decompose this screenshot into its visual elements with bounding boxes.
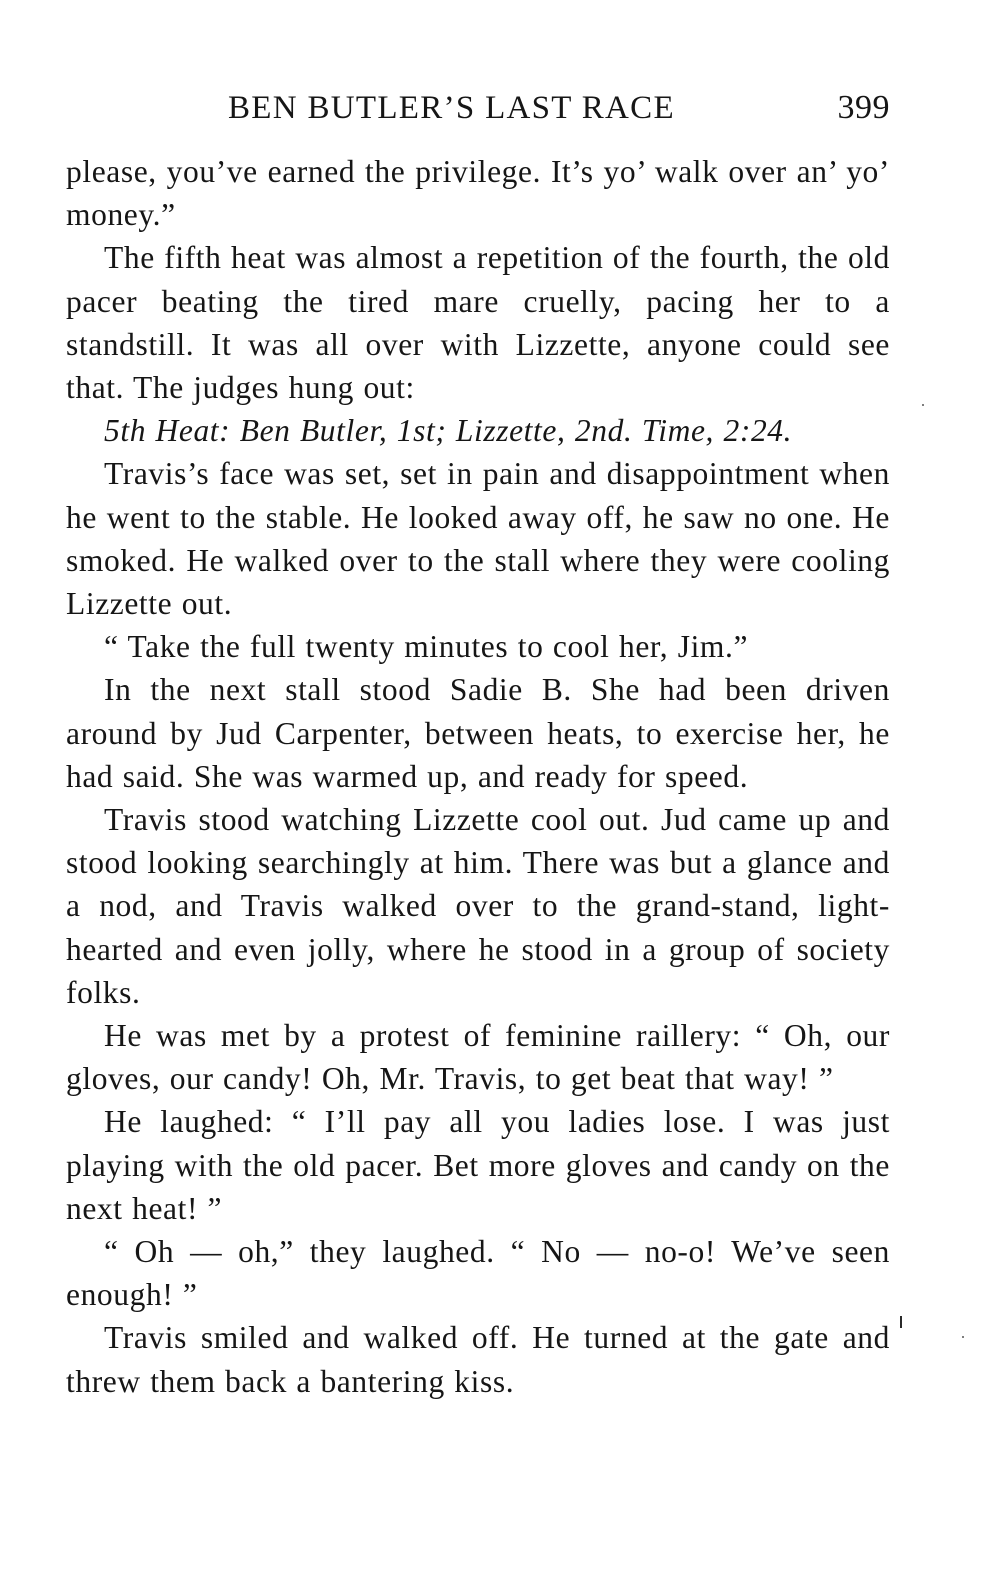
body-text bbox=[66, 150, 890, 1403]
heat-result: 5th Heat: Ben Butler, 1st; Lizzette, 2nd. Time, 2:24. bbox=[104, 413, 793, 449]
paragraph: “ Oh — oh,” they laughed. “ No — no-o! We’ve seen enough! ” bbox=[66, 1234, 890, 1313]
dialogue-line: “ Take the full twenty minutes to cool her, Jim.” bbox=[104, 629, 749, 665]
margin-mark bbox=[900, 1316, 902, 1328]
running-head bbox=[66, 84, 890, 132]
page-number: 399 bbox=[837, 89, 890, 126]
paragraph: He laughed: “ I’ll pay all you ladies lose. I was just playing with the old pacer. Bet more gloves and candy on the next heat! ” bbox=[66, 1104, 890, 1226]
running-title: BEN BUTLER’S LAST RACE bbox=[228, 90, 675, 126]
paragraph: Travis’s face was set, set in pain and disappointment when he went to the stable. He looked away off, he saw no one. He smoked. He walked over to the stall where they were cooling Lizzette out. bbox=[66, 456, 890, 622]
scan-speck bbox=[962, 1336, 964, 1338]
paragraph-continuation: please, you’ve earned the privilege. It’s yo’ walk over an’ yo’ money.” bbox=[66, 154, 890, 233]
paragraph: He was met by a protest of feminine raillery: “ Oh, our gloves, our candy! Oh, Mr. Travis, to get beat that way! ” bbox=[66, 1018, 890, 1097]
paragraph: Travis stood watching Lizzette cool out. Jud came up and stood looking searchingly at him. There was but a glance and a nod, and Travis walked over to the grand-stand, light-hearted and even jolly, where he stood in a group of society folks. bbox=[66, 802, 890, 1010]
paragraph: In the next stall stood Sadie B. She had been driven around by Jud Carpenter, between heats, to exercise her, he had said. She was warmed up, and ready for speed. bbox=[66, 672, 890, 794]
paragraph: The fifth heat was almost a repetition of the fourth, the old pacer beating the tired mare cruelly, pacing her to a standstill. It was all over with Lizzette, anyone could see that. The judges hung out: bbox=[66, 240, 890, 406]
paragraph: Travis smiled and walked off. He turned at the gate and threw them back a bantering kiss. bbox=[66, 1320, 890, 1399]
scan-speck bbox=[922, 404, 924, 406]
